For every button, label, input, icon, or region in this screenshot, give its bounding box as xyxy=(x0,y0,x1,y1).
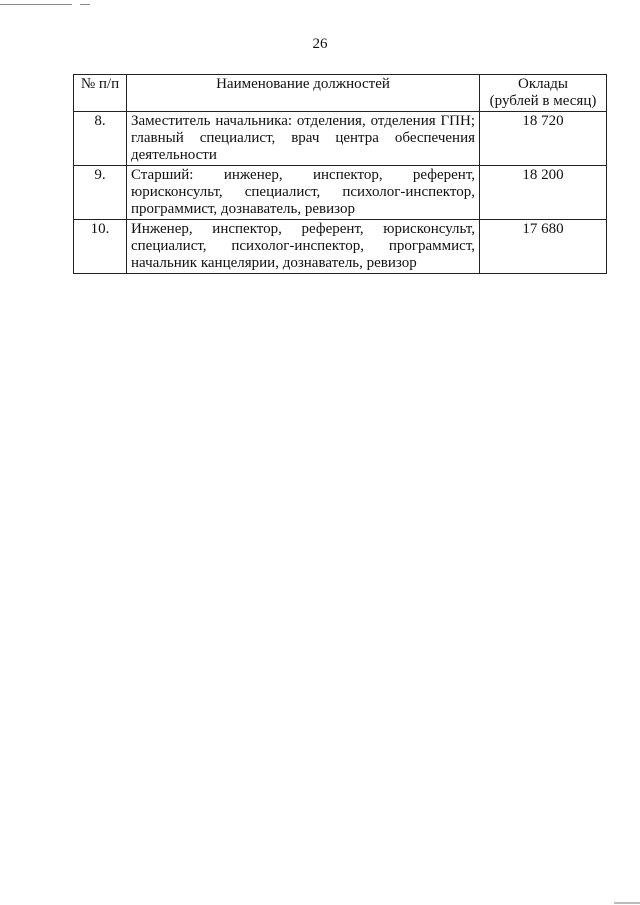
header-salary-unit: (рублей в месяц) xyxy=(489,93,597,109)
header-num: № п/п xyxy=(74,75,127,112)
table-row xyxy=(74,112,607,166)
row-salary: 17 680 xyxy=(480,220,607,274)
row-number: 8. xyxy=(74,112,127,166)
row-salary: 18 720 xyxy=(480,112,607,166)
page-number: 26 xyxy=(312,36,328,52)
table-row xyxy=(74,220,607,274)
scan-edge-mark xyxy=(614,902,640,904)
scan-edge-mark xyxy=(0,4,72,5)
table-header-row xyxy=(74,75,607,112)
scan-edge-mark xyxy=(80,4,90,5)
header-salary-title: Оклады xyxy=(518,76,568,92)
row-number: 9. xyxy=(74,166,127,220)
row-salary: 18 200 xyxy=(480,166,607,220)
header-position-name: Наименование должностей xyxy=(127,75,480,112)
row-position-name: Инженер, инспектор, референт, юрисконсульт, специалист, психолог-инспектор, программист, начальник канцелярии, дознаватель, ревизор xyxy=(127,220,480,274)
row-position-name: Старший: инженер, инспектор, референт, юрисконсульт, специалист, психолог-инспектор, программист, дознаватель, ревизор xyxy=(127,166,480,220)
table-row xyxy=(74,166,607,220)
row-position-name: Заместитель начальника: отделения, отделения ГПН; главный специалист, врач центра обеспечения деятельности xyxy=(127,112,480,166)
salary-table xyxy=(73,74,607,274)
row-number: 10. xyxy=(74,220,127,274)
header-salary xyxy=(480,75,607,112)
